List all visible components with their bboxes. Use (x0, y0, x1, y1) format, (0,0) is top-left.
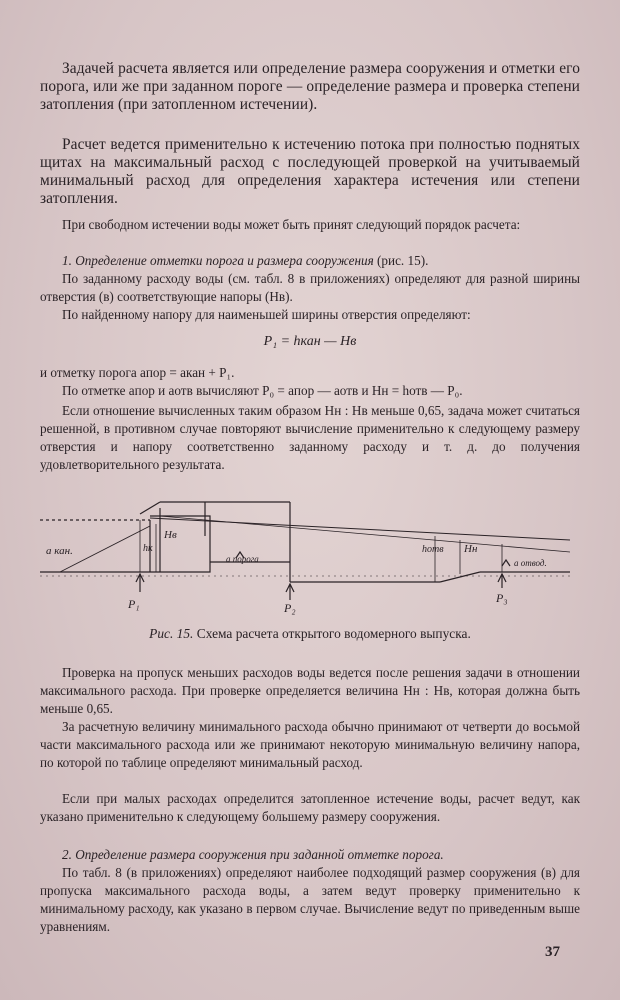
section-1-heading: 1. Определение отметки порога и размера сооружения (62, 253, 374, 268)
paragraph-12: Если при малых расходах определится затопленное истечение воды, расчет ведут, как указано применительно к следующему большему размеру сооружения. (40, 791, 580, 824)
label-a-otvod: a отвод. (514, 558, 547, 568)
label-h-otv: hотв (422, 544, 444, 555)
label-p2: P₂ (284, 601, 296, 615)
page-number: 37 (545, 944, 560, 960)
section-1-ref: (рис. 15). (377, 253, 429, 268)
paragraph-6: По найденному напору для наименьшей ширины отверстия определяют: (62, 307, 471, 322)
label-p3: P₃ (496, 591, 508, 605)
paragraph-4 (40, 252, 580, 270)
paragraph-7: и отметку порога aпор = aкан + P₁. (40, 365, 235, 380)
paragraph-14: По табл. 8 (в приложениях) определяют наиболее подходящий размер сооружения (в) для пропуска максимального расхода воды, а затем ведут проверку применительно к минимальному расходу, как указано в первом случае. Вычисление ведут по приведенным выше уравнениям. (40, 865, 580, 934)
label-a-kan: a кан. (46, 545, 73, 557)
label-h-n: Hн (464, 543, 478, 555)
formula-p1: P₁ = hкан — Hв (263, 334, 357, 349)
figure-caption-label: Рис. 15. (149, 626, 194, 641)
paragraph-8: По отметке aпор и aотв вычисляют P₀ = aпор — aотв и Hн = hотв — P₀. (62, 383, 463, 398)
paragraph-5: По заданному расходу воды (см. табл. 8 в приложениях) определяют для разной ширины отверстия (в) соответствующие напоры (Hв). (40, 271, 580, 304)
paragraph-10: Проверка на пропуск меньших расходов воды ведется после решения задачи в отношении максимального расхода. При проверке определяется величина Hн : Hв, которая должна быть меньше 0,65. (40, 665, 580, 716)
figure-caption (0, 626, 620, 642)
label-a-porog: a порога (226, 554, 259, 564)
label-h-kan: hк (143, 543, 153, 554)
paragraph-3: При свободном истечении воды может быть принят следующий порядок расчета: (62, 217, 521, 232)
paragraph-2: Расчет ведется применительно к истечению потока при полностью поднятых щитах на максимальный расход с последующей проверкой на учитываемый минимальный расход для определения характера истечения или степени затопления. (40, 136, 580, 207)
paragraph-9: Если отношение вычисленных таким образом Hн : Hв меньше 0,65, задача может считаться решенной, в противном случае повторяют вычисление применительно к следующему размеру отверстия и напору соответственно заданному расходу и т. д. до получения удовлетворительного результата. (40, 403, 580, 472)
figure-15-diagram (40, 496, 590, 618)
label-p1: P₁ (128, 597, 140, 611)
figure-caption-text: Схема расчета открытого водомерного выпуска. (196, 626, 471, 641)
paragraph-1: Задачей расчета является или определение размера сооружения и отметки его порога, или же при заданном пороге — определение размера и проверка степени затопления (при затопленном истечении). (40, 60, 580, 113)
label-h-v: Hв (164, 529, 177, 541)
section-2-heading: 2. Определение размера сооружения при заданной отметке порога. (62, 847, 444, 862)
paragraph-11: За расчетную величину минимального расхода обычно принимают от четверти до восьмой части максимального расхода или же принимают некоторую минимальную величину напора, по которой по таблице определяют минимальный расход. (40, 719, 580, 770)
